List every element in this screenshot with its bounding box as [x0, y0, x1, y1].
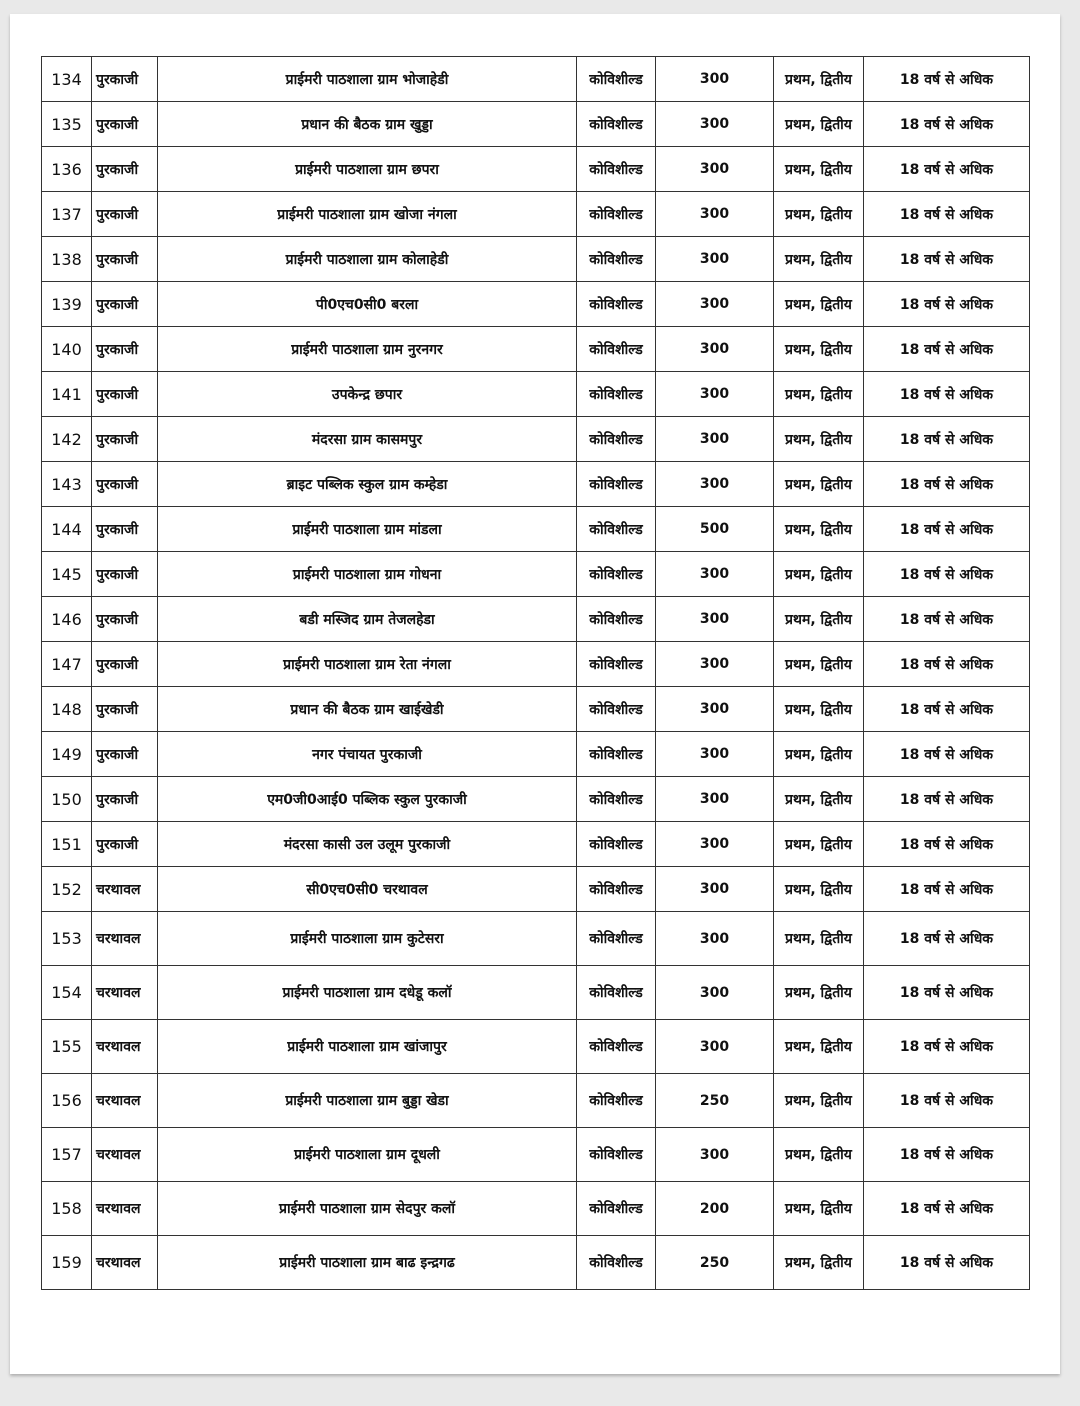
age-group-cell: 18 वर्ष से अधिक [864, 1020, 1030, 1074]
table-row [42, 372, 1030, 417]
serial-number-cell: 141 [42, 372, 92, 417]
vaccine-cell: कोविशील्ड [577, 642, 656, 687]
dose-type-cell: प्रथम, द्वितीय [774, 1236, 864, 1290]
dose-quantity-cell: 300 [656, 147, 774, 192]
dose-type-cell: प्रथम, द्वितीय [774, 822, 864, 867]
vaccine-cell: कोविशील्ड [577, 1182, 656, 1236]
site-name-cell: प्राईमरी पाठशाला ग्राम सेदपुर कलॉ [158, 1182, 577, 1236]
site-name-cell: मंदरसा कासी उल उलूम पुरकाजी [158, 822, 577, 867]
site-name-cell: ब्राइट पब्लिक स्कुल ग्राम कम्हेडा [158, 462, 577, 507]
serial-number-cell: 158 [42, 1182, 92, 1236]
dose-type-cell: प्रथम, द्वितीय [774, 966, 864, 1020]
dose-type-cell: प्रथम, द्वितीय [774, 867, 864, 912]
site-name-cell: प्राईमरी पाठशाला ग्राम नुरनगर [158, 327, 577, 372]
table-row [42, 777, 1030, 822]
document-page [10, 14, 1060, 1374]
vaccine-cell: कोविशील्ड [577, 1236, 656, 1290]
serial-number-cell: 136 [42, 147, 92, 192]
dose-type-cell: प्रथम, द्वितीय [774, 1182, 864, 1236]
age-group-cell: 18 वर्ष से अधिक [864, 642, 1030, 687]
table-row [42, 237, 1030, 282]
dose-quantity-cell: 300 [656, 552, 774, 597]
vaccine-cell: कोविशील्ड [577, 57, 656, 102]
serial-number-cell: 151 [42, 822, 92, 867]
age-group-cell: 18 वर्ष से अधिक [864, 1236, 1030, 1290]
serial-number-cell: 147 [42, 642, 92, 687]
dose-quantity-cell: 300 [656, 462, 774, 507]
vaccine-cell: कोविशील्ड [577, 687, 656, 732]
block-cell: पुरकाजी [92, 417, 158, 462]
block-cell: पुरकाजी [92, 777, 158, 822]
dose-type-cell: प्रथम, द्वितीय [774, 507, 864, 552]
vaccine-cell: कोविशील्ड [577, 912, 656, 966]
age-group-cell: 18 वर्ष से अधिक [864, 237, 1030, 282]
block-cell: पुरकाजी [92, 372, 158, 417]
table-body [42, 57, 1030, 1290]
table-row [42, 1074, 1030, 1128]
serial-number-cell: 150 [42, 777, 92, 822]
vaccine-cell: कोविशील्ड [577, 192, 656, 237]
table-row [42, 1128, 1030, 1182]
table-row [42, 507, 1030, 552]
vaccine-cell: कोविशील्ड [577, 1020, 656, 1074]
site-name-cell: पी0एच0सी0 बरला [158, 282, 577, 327]
dose-quantity-cell: 300 [656, 966, 774, 1020]
serial-number-cell: 135 [42, 102, 92, 147]
block-cell: पुरकाजी [92, 327, 158, 372]
block-cell: पुरकाजी [92, 822, 158, 867]
block-cell: चरथावल [92, 966, 158, 1020]
table-row [42, 867, 1030, 912]
vaccine-cell: कोविशील्ड [577, 417, 656, 462]
block-cell: चरथावल [92, 1074, 158, 1128]
site-name-cell: प्राईमरी पाठशाला ग्राम कुटेसरा [158, 912, 577, 966]
block-cell: पुरकाजी [92, 507, 158, 552]
serial-number-cell: 154 [42, 966, 92, 1020]
serial-number-cell: 143 [42, 462, 92, 507]
table-row [42, 1182, 1030, 1236]
block-cell: पुरकाजी [92, 552, 158, 597]
age-group-cell: 18 वर्ष से अधिक [864, 282, 1030, 327]
dose-type-cell: प्रथम, द्वितीय [774, 417, 864, 462]
age-group-cell: 18 वर्ष से अधिक [864, 417, 1030, 462]
site-name-cell: प्राईमरी पाठशाला ग्राम कोलाहेडी [158, 237, 577, 282]
dose-quantity-cell: 300 [656, 417, 774, 462]
vaccine-cell: कोविशील्ड [577, 237, 656, 282]
block-cell: पुरकाजी [92, 597, 158, 642]
vaccine-cell: कोविशील्ड [577, 102, 656, 147]
vaccination-sites-table [41, 56, 1030, 1290]
serial-number-cell: 137 [42, 192, 92, 237]
dose-quantity-cell: 200 [656, 1182, 774, 1236]
age-group-cell: 18 वर्ष से अधिक [864, 1128, 1030, 1182]
vaccine-cell: कोविशील्ड [577, 507, 656, 552]
table-row [42, 1236, 1030, 1290]
dose-type-cell: प्रथम, द्वितीय [774, 372, 864, 417]
site-name-cell: प्राईमरी पाठशाला ग्राम रेता नंगला [158, 642, 577, 687]
dose-type-cell: प्रथम, द्वितीय [774, 237, 864, 282]
block-cell: पुरकाजी [92, 642, 158, 687]
vaccine-cell: कोविशील्ड [577, 552, 656, 597]
serial-number-cell: 157 [42, 1128, 92, 1182]
dose-type-cell: प्रथम, द्वितीय [774, 687, 864, 732]
age-group-cell: 18 वर्ष से अधिक [864, 552, 1030, 597]
site-name-cell: प्राईमरी पाठशाला ग्राम गोधना [158, 552, 577, 597]
age-group-cell: 18 वर्ष से अधिक [864, 462, 1030, 507]
site-name-cell: प्राईमरी पाठशाला ग्राम खांजापुर [158, 1020, 577, 1074]
age-group-cell: 18 वर्ष से अधिक [864, 687, 1030, 732]
age-group-cell: 18 वर्ष से अधिक [864, 507, 1030, 552]
site-name-cell: मंदरसा ग्राम कासमपुर [158, 417, 577, 462]
site-name-cell: प्राईमरी पाठशाला ग्राम भोजाहेडी [158, 57, 577, 102]
serial-number-cell: 149 [42, 732, 92, 777]
dose-quantity-cell: 300 [656, 597, 774, 642]
block-cell: पुरकाजी [92, 192, 158, 237]
dose-type-cell: प्रथम, द्वितीय [774, 147, 864, 192]
table-row [42, 732, 1030, 777]
block-cell: पुरकाजी [92, 57, 158, 102]
table-row [42, 327, 1030, 372]
age-group-cell: 18 वर्ष से अधिक [864, 912, 1030, 966]
table-row [42, 462, 1030, 507]
serial-number-cell: 153 [42, 912, 92, 966]
block-cell: चरथावल [92, 1236, 158, 1290]
block-cell: चरथावल [92, 867, 158, 912]
table-row [42, 417, 1030, 462]
block-cell: पुरकाजी [92, 687, 158, 732]
site-name-cell: बडी मस्जिद ग्राम तेजलहेडा [158, 597, 577, 642]
serial-number-cell: 139 [42, 282, 92, 327]
site-name-cell: प्राईमरी पाठशाला ग्राम बुड्डा खेडा [158, 1074, 577, 1128]
dose-type-cell: प्रथम, द्वितीय [774, 327, 864, 372]
table-row [42, 822, 1030, 867]
dose-type-cell: प्रथम, द्वितीय [774, 57, 864, 102]
dose-quantity-cell: 300 [656, 327, 774, 372]
vaccine-cell: कोविशील्ड [577, 462, 656, 507]
site-name-cell: एम0जी0आई0 पब्लिक स्कुल पुरकाजी [158, 777, 577, 822]
dose-type-cell: प्रथम, द्वितीय [774, 732, 864, 777]
dose-type-cell: प्रथम, द्वितीय [774, 102, 864, 147]
serial-number-cell: 140 [42, 327, 92, 372]
serial-number-cell: 159 [42, 1236, 92, 1290]
serial-number-cell: 152 [42, 867, 92, 912]
table-row [42, 57, 1030, 102]
dose-quantity-cell: 500 [656, 507, 774, 552]
site-name-cell: सी0एच0सी0 चरथावल [158, 867, 577, 912]
dose-type-cell: प्रथम, द्वितीय [774, 1074, 864, 1128]
table-row [42, 552, 1030, 597]
site-name-cell: उपकेन्द्र छपार [158, 372, 577, 417]
dose-quantity-cell: 300 [656, 192, 774, 237]
dose-type-cell: प्रथम, द्वितीय [774, 597, 864, 642]
block-cell: पुरकाजी [92, 102, 158, 147]
serial-number-cell: 145 [42, 552, 92, 597]
age-group-cell: 18 वर्ष से अधिक [864, 102, 1030, 147]
serial-number-cell: 134 [42, 57, 92, 102]
block-cell: चरथावल [92, 1020, 158, 1074]
age-group-cell: 18 वर्ष से अधिक [864, 822, 1030, 867]
vaccine-cell: कोविशील्ड [577, 1074, 656, 1128]
dose-quantity-cell: 250 [656, 1074, 774, 1128]
dose-quantity-cell: 300 [656, 822, 774, 867]
vaccine-cell: कोविशील्ड [577, 822, 656, 867]
dose-quantity-cell: 300 [656, 237, 774, 282]
dose-type-cell: प्रथम, द्वितीय [774, 1128, 864, 1182]
site-name-cell: प्राईमरी पाठशाला ग्राम दधेडू कलॉ [158, 966, 577, 1020]
age-group-cell: 18 वर्ष से अधिक [864, 1074, 1030, 1128]
serial-number-cell: 148 [42, 687, 92, 732]
dose-type-cell: प्रथम, द्वितीय [774, 282, 864, 327]
vaccine-cell: कोविशील्ड [577, 327, 656, 372]
table-row [42, 687, 1030, 732]
vaccine-cell: कोविशील्ड [577, 966, 656, 1020]
age-group-cell: 18 वर्ष से अधिक [864, 372, 1030, 417]
age-group-cell: 18 वर्ष से अधिक [864, 1182, 1030, 1236]
serial-number-cell: 146 [42, 597, 92, 642]
block-cell: चरथावल [92, 1128, 158, 1182]
vaccine-cell: कोविशील्ड [577, 147, 656, 192]
site-name-cell: प्राईमरी पाठशाला ग्राम दूधली [158, 1128, 577, 1182]
site-name-cell: प्राईमरी पाठशाला ग्राम छपरा [158, 147, 577, 192]
dose-type-cell: प्रथम, द्वितीय [774, 1020, 864, 1074]
age-group-cell: 18 वर्ष से अधिक [864, 57, 1030, 102]
dose-quantity-cell: 300 [656, 732, 774, 777]
table-row [42, 1020, 1030, 1074]
block-cell: पुरकाजी [92, 462, 158, 507]
age-group-cell: 18 वर्ष से अधिक [864, 777, 1030, 822]
block-cell: पुरकाजी [92, 147, 158, 192]
site-name-cell: प्राईमरी पाठशाला ग्राम खोजा नंगला [158, 192, 577, 237]
site-name-cell: प्राईमरी पाठशाला ग्राम मांडला [158, 507, 577, 552]
age-group-cell: 18 वर्ष से अधिक [864, 597, 1030, 642]
dose-quantity-cell: 300 [656, 867, 774, 912]
table-row [42, 192, 1030, 237]
serial-number-cell: 144 [42, 507, 92, 552]
serial-number-cell: 156 [42, 1074, 92, 1128]
dose-type-cell: प्रथम, द्वितीय [774, 192, 864, 237]
vaccine-cell: कोविशील्ड [577, 372, 656, 417]
age-group-cell: 18 वर्ष से अधिक [864, 867, 1030, 912]
dose-quantity-cell: 300 [656, 777, 774, 822]
table-row [42, 642, 1030, 687]
site-name-cell: नगर पंचायत पुरकाजी [158, 732, 577, 777]
site-name-cell: प्रधान की बैठक ग्राम खाईखेडी [158, 687, 577, 732]
vaccine-cell: कोविशील्ड [577, 777, 656, 822]
dose-quantity-cell: 300 [656, 642, 774, 687]
vaccine-cell: कोविशील्ड [577, 282, 656, 327]
dose-type-cell: प्रथम, द्वितीय [774, 642, 864, 687]
vaccine-cell: कोविशील्ड [577, 1128, 656, 1182]
table-row [42, 102, 1030, 147]
vaccine-cell: कोविशील्ड [577, 732, 656, 777]
vaccine-cell: कोविशील्ड [577, 597, 656, 642]
serial-number-cell: 155 [42, 1020, 92, 1074]
dose-quantity-cell: 300 [656, 1128, 774, 1182]
table-row [42, 912, 1030, 966]
dose-quantity-cell: 300 [656, 912, 774, 966]
block-cell: चरथावल [92, 912, 158, 966]
dose-quantity-cell: 300 [656, 687, 774, 732]
dose-quantity-cell: 300 [656, 1020, 774, 1074]
block-cell: पुरकाजी [92, 237, 158, 282]
table-row [42, 147, 1030, 192]
block-cell: पुरकाजी [92, 282, 158, 327]
site-name-cell: प्रधान की बैठक ग्राम खुड्डा [158, 102, 577, 147]
dose-type-cell: प्रथम, द्वितीय [774, 777, 864, 822]
serial-number-cell: 142 [42, 417, 92, 462]
dose-quantity-cell: 300 [656, 282, 774, 327]
table-row [42, 966, 1030, 1020]
dose-quantity-cell: 250 [656, 1236, 774, 1290]
table-row [42, 597, 1030, 642]
block-cell: चरथावल [92, 1182, 158, 1236]
age-group-cell: 18 वर्ष से अधिक [864, 966, 1030, 1020]
vaccine-cell: कोविशील्ड [577, 867, 656, 912]
site-name-cell: प्राईमरी पाठशाला ग्राम बाढ इन्द्रगढ [158, 1236, 577, 1290]
dose-quantity-cell: 300 [656, 102, 774, 147]
age-group-cell: 18 वर्ष से अधिक [864, 327, 1030, 372]
dose-quantity-cell: 300 [656, 372, 774, 417]
serial-number-cell: 138 [42, 237, 92, 282]
table-row [42, 282, 1030, 327]
dose-type-cell: प्रथम, द्वितीय [774, 912, 864, 966]
age-group-cell: 18 वर्ष से अधिक [864, 732, 1030, 777]
block-cell: पुरकाजी [92, 732, 158, 777]
dose-quantity-cell: 300 [656, 57, 774, 102]
dose-type-cell: प्रथम, द्वितीय [774, 462, 864, 507]
age-group-cell: 18 वर्ष से अधिक [864, 147, 1030, 192]
age-group-cell: 18 वर्ष से अधिक [864, 192, 1030, 237]
dose-type-cell: प्रथम, द्वितीय [774, 552, 864, 597]
